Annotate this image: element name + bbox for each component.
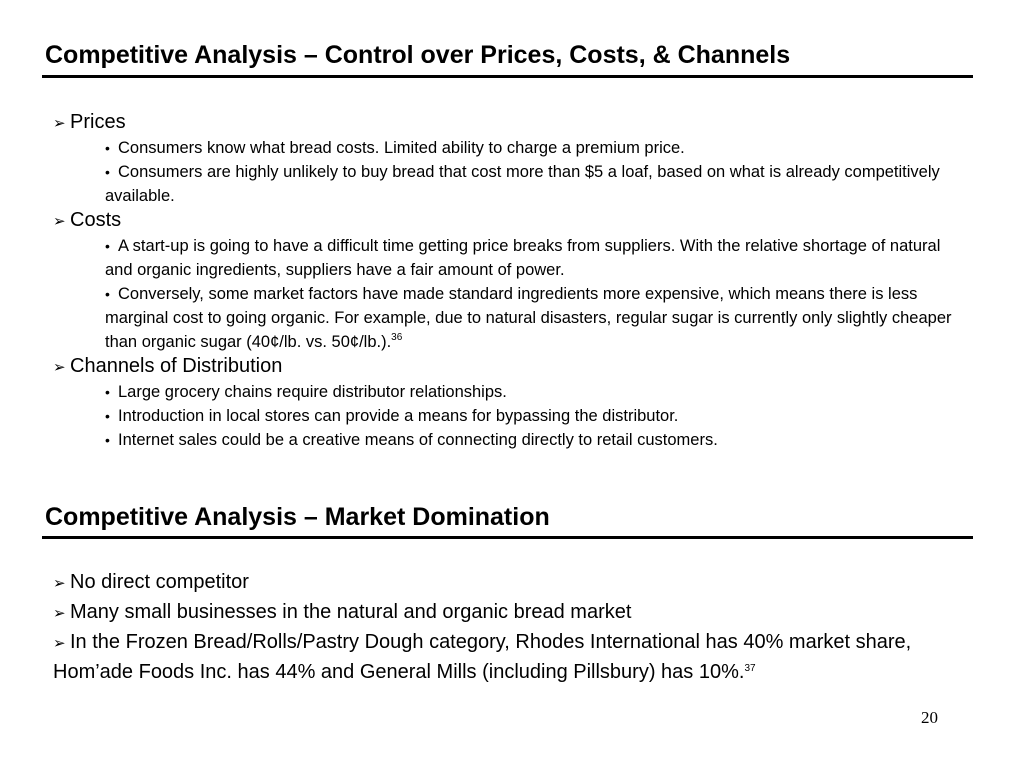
item-text: No direct competitor bbox=[70, 571, 249, 593]
content-control bbox=[53, 110, 968, 452]
title-rule bbox=[42, 75, 973, 78]
footnote-ref: 36 bbox=[391, 332, 403, 343]
content-domination bbox=[53, 568, 968, 686]
sub-list-item bbox=[105, 282, 968, 354]
sub-list-item bbox=[105, 428, 968, 452]
sub-list-item bbox=[105, 380, 968, 404]
arrowhead-bullet-icon: ➢ bbox=[53, 213, 66, 230]
sub-item-text: Consumers know what bread costs. Limited ability to charge a premium price. bbox=[118, 139, 685, 157]
dot-bullet-icon: • bbox=[105, 164, 110, 180]
item-label: Channels of Distribution bbox=[70, 355, 283, 377]
dot-bullet-icon: • bbox=[105, 408, 110, 424]
section-title-domination: Competitive Analysis – Market Domination bbox=[45, 503, 550, 531]
item-label: Costs bbox=[70, 209, 122, 231]
sub-item-text: Internet sales could be a creative means of connecting directly to retail customers. bbox=[118, 431, 718, 449]
item-text: Many small businesses in the natural and organic bread market bbox=[70, 601, 632, 623]
sub-item-text: Conversely, some market factors have made standard ingredients more expensive, which means there is less marginal cost to going organic. For example, due to natural disasters, regular sugar is currently only slightly cheaper than organic sugar (40¢/lb. vs. 50¢/lb.). bbox=[105, 285, 952, 351]
section-title-control: Competitive Analysis – Control over Prices, Costs, & Channels bbox=[45, 41, 791, 69]
list-item bbox=[53, 628, 968, 686]
sub-item-text: Introduction in local stores can provide a means for bypassing the distributor. bbox=[118, 407, 679, 425]
list-item-costs bbox=[53, 208, 968, 234]
list-item bbox=[53, 568, 968, 598]
sub-item-text: A start-up is going to have a difficult time getting price breaks from suppliers. With the relative shortage of natural and organic ingredients, suppliers have a fair amount of power. bbox=[105, 237, 941, 279]
arrowhead-bullet-icon: ➢ bbox=[53, 635, 66, 652]
arrowhead-bullet-icon: ➢ bbox=[53, 605, 66, 622]
page-number: 20 bbox=[921, 708, 938, 727]
list-item bbox=[53, 598, 968, 628]
sub-item-text: Consumers are highly unlikely to buy bread that cost more than $5 a loaf, based on what is already competitively available. bbox=[105, 163, 940, 205]
arrowhead-bullet-icon: ➢ bbox=[53, 359, 66, 376]
sub-list-item bbox=[105, 136, 968, 160]
title-rule bbox=[42, 536, 973, 539]
dot-bullet-icon: • bbox=[105, 238, 110, 254]
dot-bullet-icon: • bbox=[105, 432, 110, 448]
dot-bullet-icon: • bbox=[105, 286, 110, 302]
item-label: Prices bbox=[70, 111, 126, 133]
sub-list-item bbox=[105, 160, 968, 208]
arrowhead-bullet-icon: ➢ bbox=[53, 115, 66, 132]
sub-list-item bbox=[105, 404, 968, 428]
sub-list-item bbox=[105, 234, 968, 282]
footnote-ref: 37 bbox=[744, 663, 756, 674]
list-item-prices bbox=[53, 110, 968, 136]
item-text: In the Frozen Bread/Rolls/Pastry Dough category, Rhodes International has 40% market share, Hom’ade Foods Inc. has 44% and General Mills (including Pillsbury) has 10%. bbox=[53, 631, 912, 683]
dot-bullet-icon: • bbox=[105, 384, 110, 400]
arrowhead-bullet-icon: ➢ bbox=[53, 575, 66, 592]
list-item-channels bbox=[53, 354, 968, 380]
sub-item-text: Large grocery chains require distributor relationships. bbox=[118, 383, 507, 401]
dot-bullet-icon: • bbox=[105, 140, 110, 156]
